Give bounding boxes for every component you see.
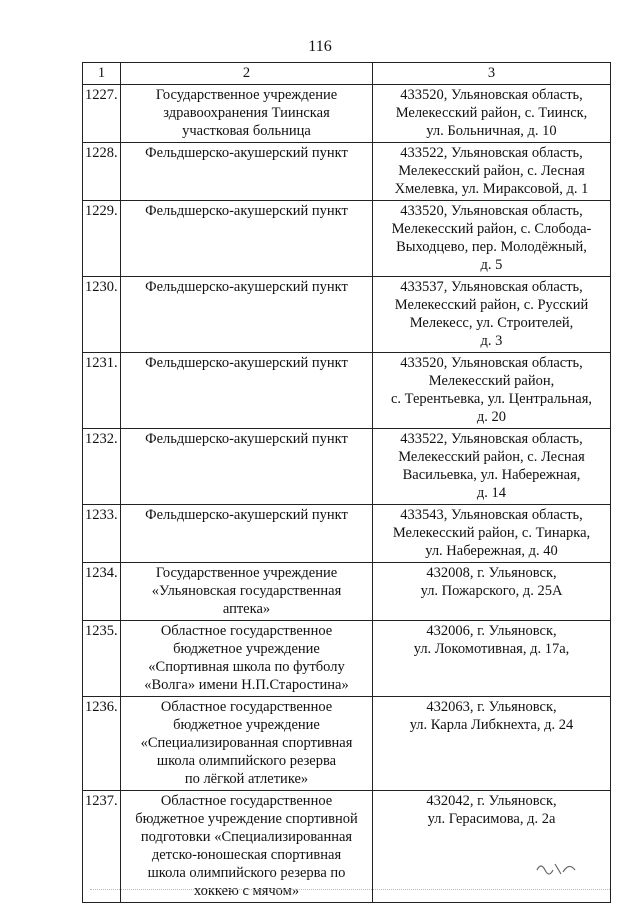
institution-address: [373, 505, 611, 563]
registry-table: [82, 62, 611, 903]
institution-address: [373, 429, 611, 505]
institution-name-line: по лёгкой атлетике»: [184, 771, 309, 787]
column-header-address: 3: [373, 63, 611, 85]
institution-address-line: Выходцево, пер. Молодёжный,: [396, 239, 587, 255]
table-row: [83, 85, 611, 143]
institution-name: [121, 563, 373, 621]
institution-name-line: аптека»: [222, 601, 271, 617]
institution-address: [373, 697, 611, 791]
institution-address-line: д. 14: [476, 485, 507, 501]
institution-address-line: 433522, Ульяновская область,: [400, 145, 583, 161]
institution-address-line: 432042, г. Ульяновск,: [426, 793, 557, 809]
row-number: 1228.: [83, 143, 121, 201]
row-number: 1227.: [83, 85, 121, 143]
institution-address: [373, 563, 611, 621]
institution-address-line: ул. Пожарского, д. 25А: [420, 583, 563, 599]
institution-name-line: Областное государственное: [160, 793, 333, 809]
institution-name-line: Фельдшерско-акушерский пункт: [145, 203, 348, 219]
institution-address-line: с. Терентьевка, ул. Центральная,: [390, 391, 593, 407]
institution-name-line: «Ульяновская государственная: [151, 583, 342, 599]
institution-address-line: д. 5: [480, 257, 503, 273]
institution-address-line: Мелекесский район, с. Лесная: [398, 163, 585, 179]
institution-address: [373, 277, 611, 353]
institution-name: [121, 277, 373, 353]
institution-name-line: Областное государственное: [160, 623, 333, 639]
institution-name: [121, 85, 373, 143]
institution-address-line: ул. Карла Либкнехта, д. 24: [409, 717, 574, 733]
institution-address: [373, 201, 611, 277]
institution-name-line: школа олимпийского резерва по: [147, 865, 346, 881]
institution-address-line: Васильевка, ул. Набережная,: [402, 467, 581, 483]
scan-edge-divider: [90, 889, 610, 893]
institution-name-line: Фельдшерско-акушерский пункт: [145, 507, 348, 523]
institution-name-line: бюджетное учреждение спортивной: [135, 811, 358, 827]
table-row: [83, 697, 611, 791]
row-number: 1235.: [83, 621, 121, 697]
column-header-number: 1: [83, 63, 121, 85]
institution-name-line: бюджетное учреждение: [173, 641, 320, 657]
institution-name-line: участковая больница: [182, 123, 311, 139]
institution-name-line: Государственное учреждение: [155, 565, 338, 581]
institution-address-line: д. 20: [476, 409, 507, 425]
row-number: 1236.: [83, 697, 121, 791]
institution-address-line: Мелекесский район, с. Тиинск,: [395, 105, 588, 121]
institution-name-line: хоккею с мячом»: [193, 883, 300, 899]
table-row: [83, 621, 611, 697]
institution-address: [373, 621, 611, 697]
institution-name-line: Фельдшерско-акушерский пункт: [145, 279, 348, 295]
institution-name-line: Областное государственное: [160, 699, 333, 715]
institution-name-line: Государственное учреждение: [155, 87, 338, 103]
institution-name-line: Фельдшерско-акушерский пункт: [145, 355, 348, 371]
row-number: 1231.: [83, 353, 121, 429]
institution-address-line: Хмелевка, ул. Мираксовой, д. 1: [394, 181, 589, 197]
institution-address-line: Мелекесский район, с. Тинарка,: [392, 525, 591, 541]
institution-address-line: Мелекесский район,: [428, 373, 555, 389]
row-number: 1234.: [83, 563, 121, 621]
institution-address-line: Мелекесский район, с. Слобода-: [391, 221, 592, 237]
institution-name-line: подготовки «Специализированная: [140, 829, 353, 845]
institution-address: [373, 353, 611, 429]
row-number: 1237.: [83, 791, 121, 903]
row-number: 1229.: [83, 201, 121, 277]
institution-address-line: 433520, Ульяновская область,: [400, 87, 583, 103]
table-row: [83, 429, 611, 505]
table-header-row: [83, 63, 611, 85]
institution-address-line: ул. Больничная, д. 10: [426, 123, 557, 139]
institution-address-line: Мелекесский район, с. Лесная: [398, 449, 585, 465]
institution-address-line: ул. Набережная, д. 40: [425, 543, 558, 559]
institution-name-line: Фельдшерско-акушерский пункт: [145, 145, 348, 161]
institution-address-line: 433522, Ульяновская область,: [400, 431, 583, 447]
table-row: [83, 201, 611, 277]
table-body: [83, 85, 611, 903]
row-number: 1230.: [83, 277, 121, 353]
institution-address-line: 433520, Ульяновская область,: [400, 355, 583, 371]
institution-address-line: 433543, Ульяновская область,: [400, 507, 583, 523]
institution-address-line: Мелекесс, ул. Строителей,: [409, 315, 574, 331]
table-row: [83, 353, 611, 429]
institution-address: [373, 85, 611, 143]
table-row: [83, 505, 611, 563]
institution-name-line: Фельдшерско-акушерский пункт: [145, 431, 348, 447]
institution-name-line: «Волга» имени Н.П.Старостина»: [144, 677, 349, 693]
row-number: 1233.: [83, 505, 121, 563]
row-number: 1232.: [83, 429, 121, 505]
institution-name: [121, 505, 373, 563]
institution-address-line: 433520, Ульяновская область,: [400, 203, 583, 219]
institution-name: [121, 143, 373, 201]
institution-name-line: детско-юношеская спортивная: [151, 847, 342, 863]
table-row: [83, 277, 611, 353]
institution-name-line: «Спортивная школа по футболу: [148, 659, 345, 675]
institution-address-line: 432008, г. Ульяновск,: [426, 565, 557, 581]
institution-name: [121, 353, 373, 429]
institution-name-line: здравоохранения Тиинская: [163, 105, 330, 121]
institution-name-line: бюджетное учреждение: [173, 717, 320, 733]
institution-name: [121, 621, 373, 697]
institution-name-line: «Специализированная спортивная: [140, 735, 353, 751]
handwritten-mark-icon: [533, 852, 583, 882]
institution-name: [121, 201, 373, 277]
institution-name-line: школа олимпийского резерва: [156, 753, 337, 769]
table-row: [83, 143, 611, 201]
institution-address-line: Мелекесский район, с. Русский: [394, 297, 589, 313]
institution-address-line: 433537, Ульяновская область,: [400, 279, 583, 295]
institution-address-line: д. 3: [480, 333, 503, 349]
institution-address: [373, 791, 611, 903]
institution-name: [121, 697, 373, 791]
table-row: [83, 563, 611, 621]
page-number: 116: [308, 38, 332, 55]
institution-address-line: ул. Герасимова, д. 2а: [427, 811, 556, 827]
institution-name: [121, 791, 373, 903]
institution-address: [373, 143, 611, 201]
institution-address-line: 432063, г. Ульяновск,: [426, 699, 557, 715]
institution-name: [121, 429, 373, 505]
column-header-name: 2: [121, 63, 373, 85]
institution-address-line: 432006, г. Ульяновск,: [426, 623, 557, 639]
institution-address-line: ул. Локомотивная, д. 17а,: [413, 641, 570, 657]
table-row: [83, 791, 611, 903]
